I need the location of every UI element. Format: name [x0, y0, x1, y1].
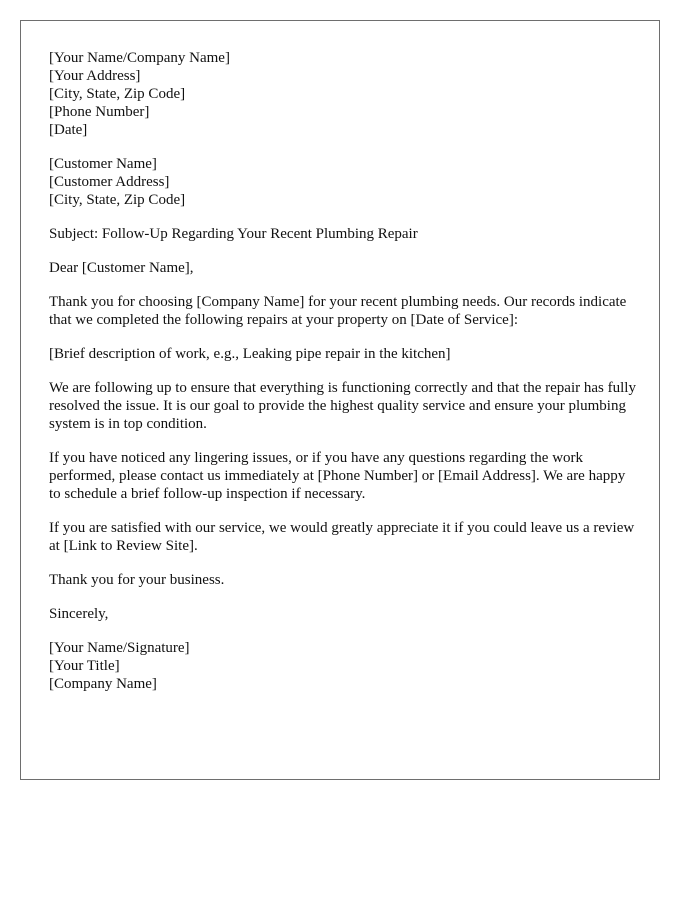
- recipient-name: [Customer Name]: [49, 156, 157, 172]
- salutation: Dear [Customer Name],: [49, 260, 194, 276]
- recipient-city-state-zip: [City, State, Zip Code]: [49, 192, 186, 208]
- thanks-line: Thank you for your business.: [49, 572, 225, 588]
- signature-block: [49, 639, 639, 693]
- subject-line: Subject: Follow-Up Regarding Your Recent Plumbing Repair: [49, 226, 418, 242]
- recipient-address: [Customer Address]: [49, 174, 170, 190]
- body-paragraph-review: If you are satisfied with our service, we would greatly appreciate it if you could leave us a review at [Link to Review Site].: [49, 520, 635, 554]
- letter-page: [20, 20, 660, 780]
- sender-address: [Your Address]: [49, 68, 141, 84]
- work-description: [Brief description of work, e.g., Leaking pipe repair in the kitchen]: [49, 346, 451, 362]
- letter-date: [Date]: [49, 122, 88, 138]
- closing: Sincerely,: [49, 606, 109, 622]
- body-paragraph-followup: We are following up to ensure that everything is functioning correctly and that the repair has fully resolved the issue. It is our goal to provide the highest quality service and ensure your plumbing system is in top condition.: [49, 380, 636, 432]
- sender-block: [49, 49, 639, 139]
- sender-phone: [Phone Number]: [49, 104, 150, 120]
- recipient-block: [49, 155, 639, 209]
- body-paragraph-intro: Thank you for choosing [Company Name] for your recent plumbing needs. Our records indicate that we completed the following repairs at your property on [Date of Service]:: [49, 294, 627, 328]
- signature-company: [Company Name]: [49, 676, 157, 692]
- signature-title: [Your Title]: [49, 658, 120, 674]
- sender-name: [Your Name/Company Name]: [49, 50, 230, 66]
- sender-city-state-zip: [City, State, Zip Code]: [49, 86, 186, 102]
- signature-name: [Your Name/Signature]: [49, 640, 190, 656]
- body-paragraph-contact: If you have noticed any lingering issues, or if you have any questions regarding the work performed, please contact us immediately at [Phone Number] or [Email Address]. We are happy to schedule a brief follow-up inspection if necessary.: [49, 450, 626, 502]
- letter-content: [49, 49, 639, 693]
